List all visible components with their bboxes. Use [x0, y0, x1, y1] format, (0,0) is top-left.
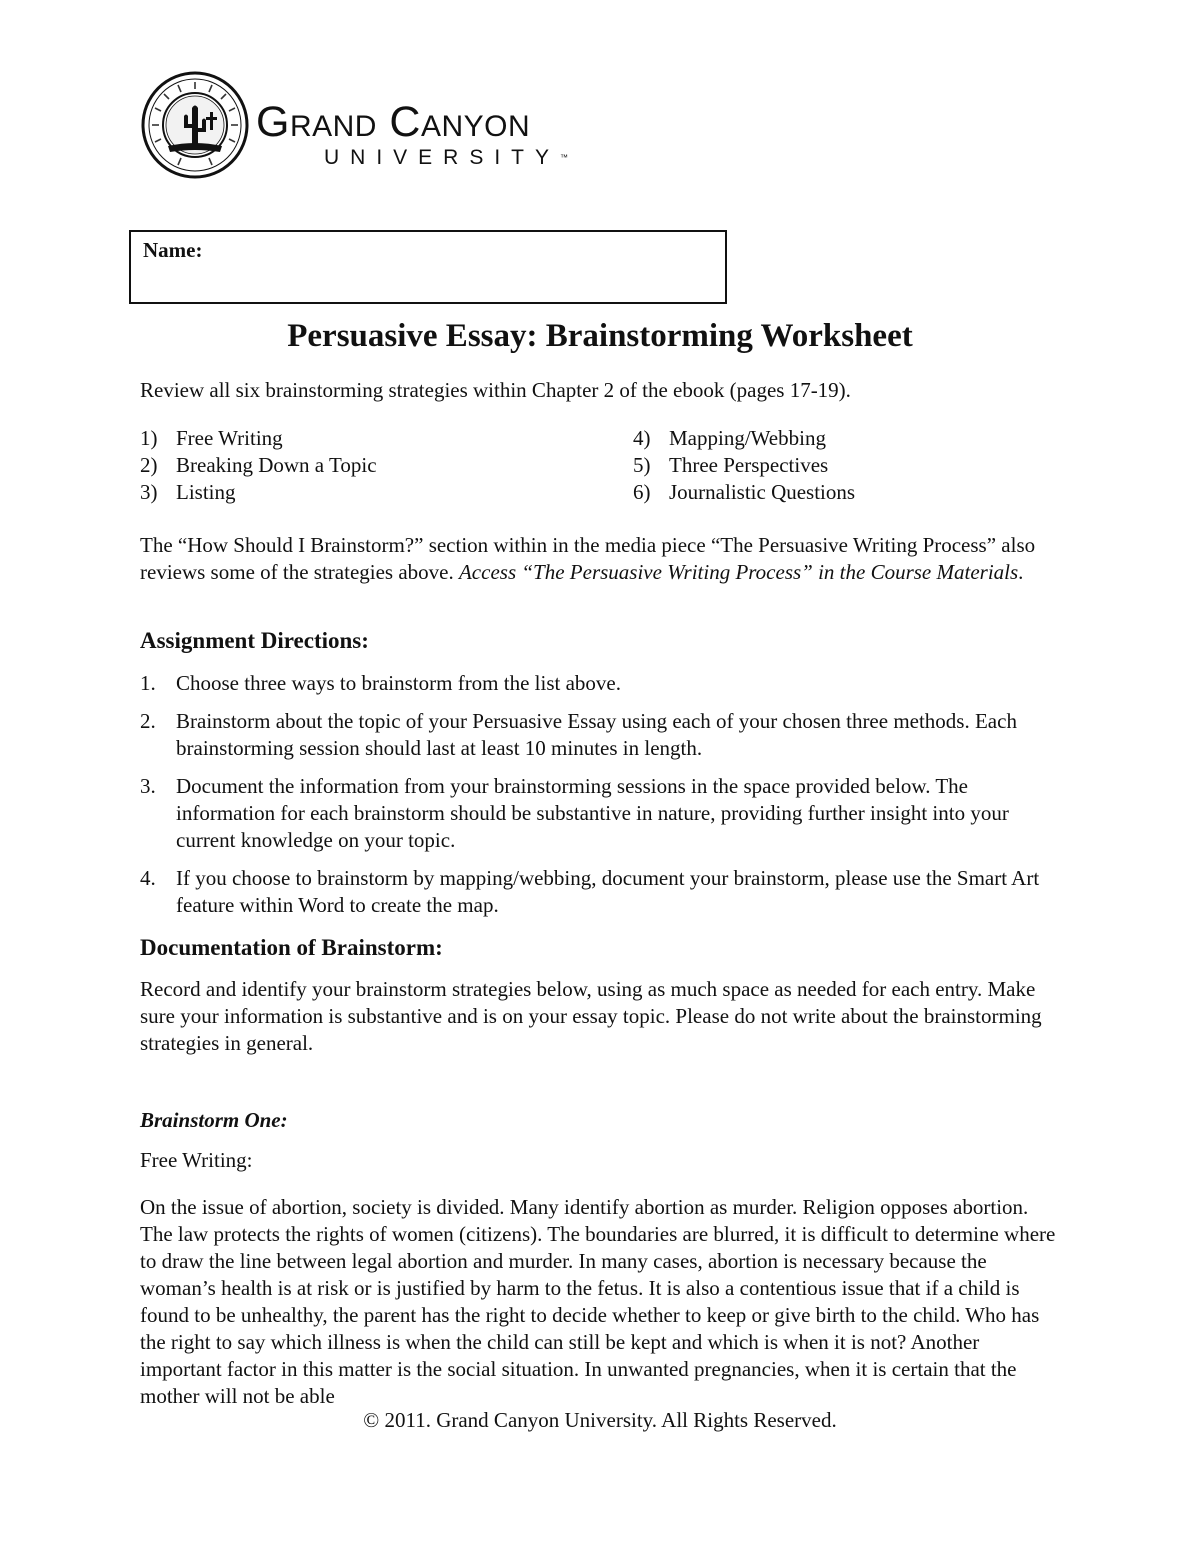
strategy-item: [140, 425, 377, 452]
strategy-number: 3): [140, 480, 158, 504]
media-note-italic: Access “The Persuasive Writing Process” in the Course Materials: [458, 560, 1019, 584]
media-note-plain: The “How Should I Brainstorm?” section within in the media piece “The Persuasive Writing Process” also reviews some of the strategies above.: [140, 533, 1036, 584]
step-text: If you choose to brainstorm by mapping/webbing, document your brainstorm, please use the Smart Art feature within Word to create the map.: [176, 866, 1040, 917]
trademark-mark: ™: [560, 153, 569, 162]
assignment-heading: Assignment Directions:: [140, 628, 369, 653]
step-item: [140, 708, 1060, 762]
step-text: Document the information from your brainstorming sessions in the space provided below. The information for each brainstorm should be substantive in nature, providing further insight into your current knowledge on your topic.: [176, 774, 1009, 852]
documentation-text: Record and identify your brainstorm strategies below, using as much space as needed for each entry. Make sure your information is substantive and is on your essay topic. Please do not write about the brainstorming strategies in general.: [140, 977, 1042, 1055]
step-text: Brainstorm about the topic of your Persuasive Essay using each of your chosen three methods. Each brainstorming session should last at least 10 minutes in length.: [176, 709, 1017, 760]
media-note: [140, 532, 1060, 586]
documentation-heading: Documentation of Brainstorm:: [140, 935, 443, 960]
strategy-number: 1): [140, 426, 158, 450]
wordmark: [256, 100, 568, 170]
step-number: 4.: [140, 866, 156, 890]
strategy-item: [633, 425, 855, 452]
assignment-steps: [140, 670, 1060, 930]
page-title: Persuasive Essay: Brainstorming Worksheet: [287, 318, 913, 354]
step-number: 1.: [140, 671, 156, 695]
strategy-label: Listing: [176, 480, 236, 504]
intro-text: Review all six brainstorming strategies within Chapter 2 of the ebook (pages 17-19).: [140, 378, 851, 402]
wordmark-line1: Grand Canyon: [256, 98, 531, 146]
step-number: 2.: [140, 709, 156, 733]
university-logo: [140, 70, 620, 180]
step-item: [140, 773, 1060, 854]
brainstorm-one-text[interactable]: On the issue of abortion, society is divided. Many identify abortion as murder. Religion opposes abortion. The law protects the rights of women (citizens). The boundaries are blurred, it is difficult to determine where to draw the line between legal abortion and murder. In many cases, abortion is necessary because the woman’s health is at risk or is justified by harm to the fetus. It is also a contentious issue that if a child is found to be unhealthy, the parent has the right to decide whether to keep or give birth to the child. Who has the right to say which illness is when the child can still be kept and which is when it is not? Another important factor in this matter is the social situation. In unwanted pregnancies, when it is certain that the mother will not be able: [140, 1195, 1056, 1408]
copyright-footer: © 2011. Grand Canyon University. All Rights Reserved.: [363, 1408, 837, 1432]
strategy-number: 4): [633, 426, 651, 450]
name-label: Name:: [143, 238, 203, 262]
strategy-list-left: [140, 425, 377, 506]
university-seal-icon: [140, 70, 250, 180]
strategy-number: 6): [633, 480, 651, 504]
strategy-number: 2): [140, 453, 158, 477]
step-text: Choose three ways to brainstorm from the list above.: [176, 671, 621, 695]
wordmark-line2: [324, 146, 568, 170]
strategy-label: Three Perspectives: [669, 453, 829, 477]
strategy-item: [633, 452, 855, 479]
step-item: [140, 670, 1060, 697]
step-number: 3.: [140, 774, 156, 798]
strategy-list-right: [633, 425, 855, 506]
brainstorm-one-heading: Brainstorm One:: [140, 1108, 288, 1132]
brainstorm-one-method: Free Writing:: [140, 1148, 253, 1172]
strategy-label: Free Writing: [176, 426, 283, 450]
strategy-number: 5): [633, 453, 651, 477]
media-note-end: .: [1018, 560, 1024, 584]
strategy-item: [633, 479, 855, 506]
step-item: [140, 865, 1060, 919]
strategy-label: Journalistic Questions: [669, 480, 856, 504]
strategy-label: Breaking Down a Topic: [176, 453, 377, 477]
wordmark-university: UNIVERSITY: [324, 146, 561, 169]
strategy-item: [140, 479, 377, 506]
strategy-item: [140, 452, 377, 479]
name-field-box[interactable]: [129, 230, 727, 304]
strategy-label: Mapping/Webbing: [669, 426, 826, 450]
